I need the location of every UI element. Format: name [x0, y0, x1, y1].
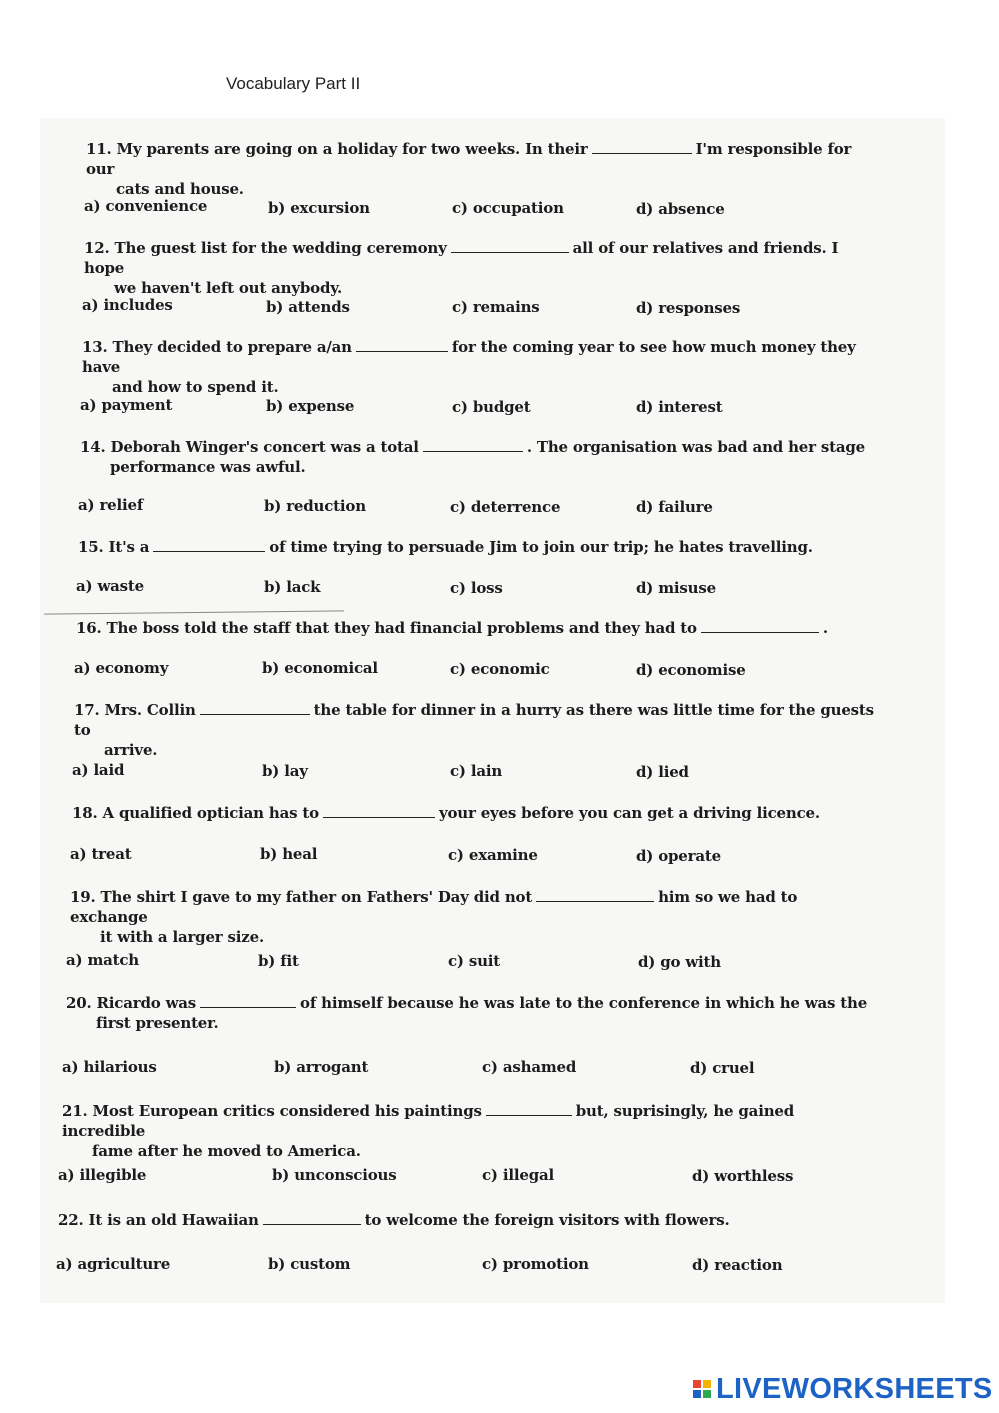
- option-a[interactable]: a) includes: [82, 296, 173, 314]
- answer-blank[interactable]: [486, 1101, 572, 1116]
- liveworksheets-logo[interactable]: [692, 1373, 993, 1405]
- option-b[interactable]: b) arrogant: [274, 1058, 369, 1076]
- question-15: [78, 537, 868, 557]
- question-number: 20.: [66, 994, 92, 1012]
- option-d[interactable]: d) lied: [636, 763, 689, 781]
- option-b[interactable]: b) fit: [258, 952, 299, 970]
- option-c[interactable]: c) ashamed: [482, 1058, 577, 1076]
- page-title: Vocabulary Part II: [226, 74, 361, 93]
- option-d[interactable]: d) cruel: [690, 1059, 755, 1077]
- option-a[interactable]: a) treat: [70, 845, 132, 863]
- question-text: It is an old Hawaiian: [88, 1211, 259, 1229]
- question-text: Most European critics considered his paintings: [92, 1102, 482, 1120]
- option-c[interactable]: c) deterrence: [450, 498, 561, 516]
- option-c[interactable]: c) examine: [448, 846, 538, 864]
- question-text: Ricardo was: [96, 994, 197, 1012]
- option-a[interactable]: a) illegible: [58, 1166, 147, 1184]
- answer-blank[interactable]: [356, 337, 448, 352]
- option-a[interactable]: a) economy: [74, 659, 169, 677]
- option-c[interactable]: c) promotion: [482, 1255, 589, 1273]
- option-a[interactable]: a) agriculture: [56, 1255, 171, 1273]
- answer-blank[interactable]: [451, 238, 569, 253]
- logo-square-blue: [692, 1389, 702, 1399]
- option-d[interactable]: d) responses: [636, 299, 741, 317]
- question-text: . The organisation was bad and her stage: [526, 438, 865, 456]
- question-21: [62, 1101, 880, 1161]
- question-text-line2: and how to spend it.: [112, 378, 279, 396]
- question-text: of himself because he was late to the conference in which he was the: [300, 994, 868, 1012]
- question-text: to welcome the foreign visitors with flowers.: [364, 1211, 730, 1229]
- option-d[interactable]: d) operate: [636, 847, 721, 865]
- question-text: My parents are going on a holiday for two weeks. In their: [116, 140, 588, 158]
- question-text-line2: it with a larger size.: [100, 928, 264, 946]
- question-text-line2: first presenter.: [96, 1014, 219, 1032]
- question-number: 18.: [72, 804, 98, 822]
- question-22: [58, 1210, 876, 1230]
- option-d[interactable]: d) reaction: [692, 1256, 783, 1274]
- question-number: 14.: [80, 438, 106, 456]
- question-text: A qualified optician has to: [102, 804, 319, 822]
- question-13: [82, 337, 872, 397]
- question-12: [84, 238, 874, 298]
- question-text: The guest list for the wedding ceremony: [114, 239, 447, 257]
- question-text: .: [822, 619, 828, 637]
- option-b[interactable]: b) lack: [264, 578, 321, 596]
- option-d[interactable]: d) interest: [636, 398, 723, 416]
- option-b[interactable]: b) custom: [268, 1255, 351, 1273]
- option-a[interactable]: a) relief: [78, 496, 144, 514]
- logo-square-green: [702, 1389, 712, 1399]
- option-c[interactable]: c) occupation: [452, 199, 564, 217]
- option-b[interactable]: b) heal: [260, 845, 318, 863]
- logo-square-yellow: [702, 1379, 712, 1389]
- answer-blank[interactable]: [153, 537, 265, 552]
- answer-blank[interactable]: [263, 1210, 361, 1225]
- option-a[interactable]: a) hilarious: [62, 1058, 157, 1076]
- question-text: but, suprisingly, he gained incredible: [62, 1102, 795, 1140]
- question-text: It's a: [108, 538, 150, 556]
- answer-blank[interactable]: [323, 803, 435, 818]
- question-text: him so we had to exchange: [70, 888, 798, 926]
- option-d[interactable]: d) failure: [636, 498, 713, 516]
- question-number: 13.: [82, 338, 108, 356]
- option-c[interactable]: c) budget: [452, 398, 531, 416]
- option-b[interactable]: b) reduction: [264, 497, 366, 515]
- logo-square-red: [692, 1379, 702, 1389]
- question-text-line2: fame after he moved to America.: [92, 1142, 361, 1160]
- option-b[interactable]: b) unconscious: [272, 1166, 397, 1184]
- question-number: 15.: [78, 538, 104, 556]
- question-text: the table for dinner in a hurry as there was little time for the guests to: [74, 701, 874, 739]
- question-text: I'm responsible for our: [86, 140, 852, 178]
- question-number: 11.: [86, 140, 112, 158]
- question-14: [80, 437, 870, 477]
- question-text: Mrs. Collin: [104, 701, 196, 719]
- option-c[interactable]: c) loss: [450, 579, 503, 597]
- question-number: 22.: [58, 1211, 84, 1229]
- question-text: The boss told the staff that they had financial problems and they had to: [106, 619, 697, 637]
- option-b[interactable]: b) economical: [262, 659, 378, 677]
- option-d[interactable]: d) absence: [636, 200, 725, 218]
- question-text: your eyes before you can get a driving licence.: [438, 804, 820, 822]
- logo-text: LIVEWORKSHEETS: [716, 1372, 993, 1405]
- question-11: [86, 139, 876, 199]
- option-b[interactable]: b) attends: [266, 298, 350, 316]
- answer-blank[interactable]: [200, 700, 310, 715]
- option-c[interactable]: c) lain: [450, 762, 503, 780]
- option-d[interactable]: d) misuse: [636, 579, 716, 597]
- question-19: [70, 887, 875, 947]
- option-a[interactable]: a) payment: [80, 396, 173, 414]
- option-a[interactable]: a) convenience: [84, 197, 208, 215]
- answer-blank[interactable]: [701, 618, 819, 633]
- question-text-line2: cats and house.: [116, 180, 244, 198]
- option-c[interactable]: c) suit: [448, 952, 501, 970]
- option-d[interactable]: d) go with: [638, 953, 721, 971]
- question-20: [66, 993, 876, 1033]
- option-a[interactable]: a) laid: [72, 761, 125, 779]
- answer-blank[interactable]: [536, 887, 654, 902]
- option-a[interactable]: a) waste: [76, 577, 144, 595]
- answer-blank[interactable]: [423, 437, 523, 452]
- question-text-line2: performance was awful.: [110, 458, 306, 476]
- option-d[interactable]: d) economise: [636, 661, 746, 679]
- question-text: Deborah Winger's concert was a total: [110, 438, 419, 456]
- option-b[interactable]: b) excursion: [268, 199, 370, 217]
- question-18: [72, 803, 872, 823]
- question-number: 16.: [76, 619, 102, 637]
- question-text: of time trying to persuade Jim to join our trip; he hates travelling.: [269, 538, 813, 556]
- option-c[interactable]: c) illegal: [482, 1166, 554, 1184]
- logo-icon: [692, 1379, 712, 1399]
- option-b[interactable]: b) lay: [262, 762, 308, 780]
- question-17: [74, 700, 874, 760]
- option-c[interactable]: c) remains: [452, 298, 540, 316]
- question-text-line2: arrive.: [104, 741, 158, 759]
- question-text: The shirt I gave to my father on Fathers' Day did not: [100, 888, 533, 906]
- answer-blank[interactable]: [200, 993, 296, 1008]
- question-number: 12.: [84, 239, 110, 257]
- option-b[interactable]: b) expense: [266, 397, 355, 415]
- question-16: [76, 618, 866, 638]
- question-text: all of our relatives and friends. I hope: [84, 239, 839, 277]
- option-a[interactable]: a) match: [66, 951, 139, 969]
- option-d[interactable]: d) worthless: [692, 1167, 794, 1185]
- option-c[interactable]: c) economic: [450, 660, 550, 678]
- question-text: They decided to prepare a/an: [112, 338, 352, 356]
- question-text: for the coming year to see how much money they have: [82, 338, 856, 376]
- question-number: 17.: [74, 701, 100, 719]
- question-number: 21.: [62, 1102, 88, 1120]
- answer-blank[interactable]: [592, 139, 692, 154]
- question-text-line2: we haven't left out anybody.: [114, 279, 343, 297]
- question-number: 19.: [70, 888, 96, 906]
